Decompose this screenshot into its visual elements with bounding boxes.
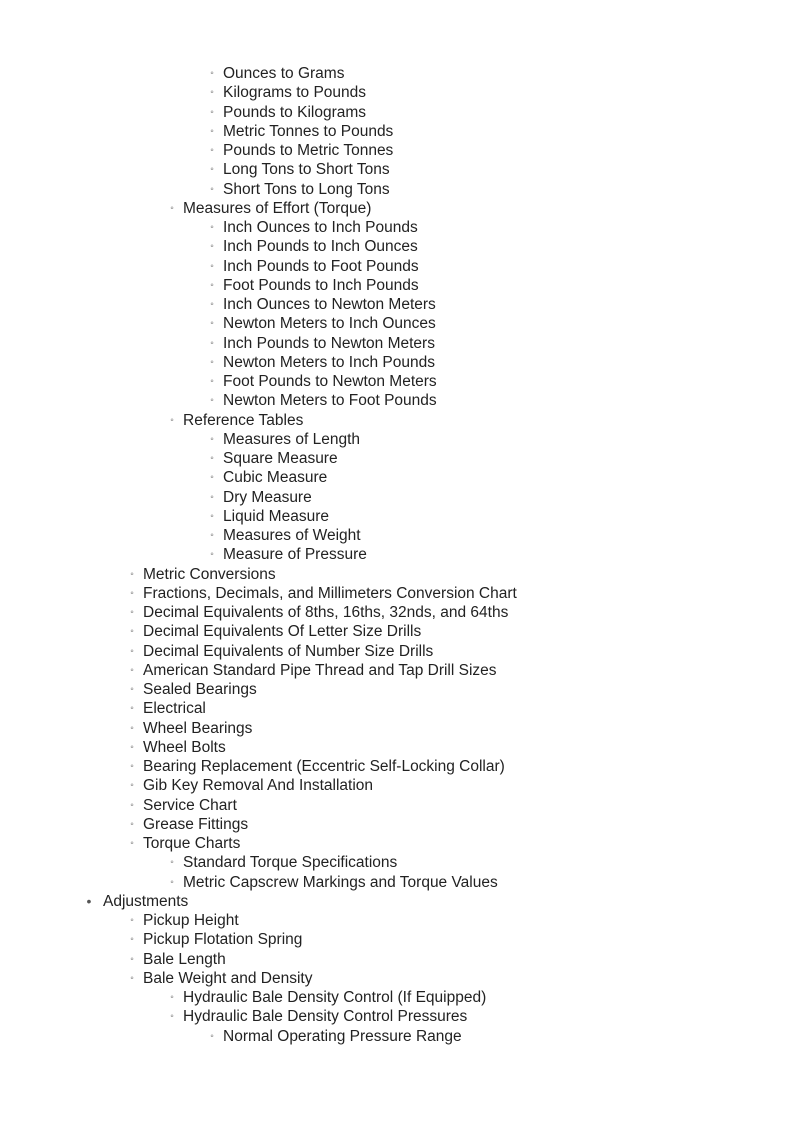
toc-item[interactable] (0, 1007, 794, 1026)
toc-item-label: Adjustments (103, 892, 189, 910)
hollow-bullet-icon: ◦ (210, 68, 214, 79)
toc-item[interactable] (0, 83, 794, 102)
toc-item-label: Sealed Bearings (143, 681, 257, 698)
hollow-bullet-icon: ◦ (130, 741, 134, 753)
toc-item[interactable] (0, 141, 794, 160)
hollow-bullet-icon: ◦ (210, 510, 214, 522)
toc-item-label: Metric Tonnes to Pounds (223, 122, 394, 140)
toc-item-label: American Standard Pipe Thread and Tap Drill Sizes (143, 661, 497, 679)
toc-item[interactable] (0, 892, 794, 911)
toc-item-label: Electrical (143, 700, 206, 718)
toc-item-label: Liquid Measure (223, 507, 329, 525)
hollow-bullet-icon: ◦ (210, 125, 214, 137)
toc-item[interactable] (0, 1027, 794, 1046)
hollow-bullet-icon: ◦ (210, 164, 214, 176)
toc-item-label: Measures of Effort (Torque) (183, 199, 372, 217)
toc-item[interactable] (0, 334, 794, 353)
toc-item-label: Hydraulic Bale Density Control (If Equipped) (183, 989, 487, 1006)
toc-item[interactable] (0, 776, 794, 795)
hollow-bullet-icon: ◦ (210, 279, 214, 291)
toc-item[interactable] (0, 257, 794, 276)
toc-item[interactable] (0, 353, 794, 372)
hollow-bullet-icon: ◦ (130, 703, 134, 715)
toc-item[interactable] (0, 430, 794, 449)
table-of-contents (0, 64, 794, 1046)
toc-item[interactable] (0, 969, 794, 988)
toc-item[interactable] (0, 584, 794, 603)
filled-bullet-icon: • (86, 892, 92, 909)
toc-item-label: Measures of Weight (223, 527, 361, 544)
hollow-bullet-icon: ◦ (210, 106, 214, 118)
toc-item[interactable] (0, 661, 794, 680)
toc-item[interactable] (0, 622, 794, 641)
toc-item[interactable] (0, 295, 794, 314)
toc-item[interactable] (0, 488, 794, 507)
toc-item-label: Metric Conversions (143, 565, 276, 583)
toc-item[interactable] (0, 911, 794, 930)
hollow-bullet-icon: ◦ (170, 876, 174, 888)
hollow-bullet-icon: ◦ (210, 376, 214, 387)
toc-item-label: Reference Tables (183, 411, 304, 429)
hollow-bullet-icon: ◦ (210, 318, 214, 330)
toc-item-label: Long Tons to Short Tons (223, 161, 390, 179)
toc-item-label: Grease Fittings (143, 815, 249, 833)
toc-item-label: Short Tons to Long Tons (223, 180, 390, 198)
toc-item[interactable] (0, 738, 794, 757)
hollow-bullet-icon: ◦ (170, 857, 174, 869)
toc-item-label: Inch Pounds to Foot Pounds (223, 257, 419, 275)
toc-item[interactable] (0, 680, 794, 699)
toc-item-label: Decimal Equivalents Of Letter Size Drills (143, 623, 422, 641)
toc-item-label: Torque Charts (143, 835, 241, 852)
toc-item[interactable] (0, 526, 794, 545)
hollow-bullet-icon: ◦ (170, 202, 174, 214)
toc-item[interactable] (0, 237, 794, 256)
hollow-bullet-icon: ◦ (130, 568, 134, 580)
hollow-bullet-icon: ◦ (210, 549, 214, 561)
hollow-bullet-icon: ◦ (210, 491, 214, 503)
hollow-bullet-icon: ◦ (130, 838, 134, 849)
hollow-bullet-icon: ◦ (210, 222, 214, 233)
toc-item-label: Newton Meters to Inch Pounds (223, 353, 435, 371)
hollow-bullet-icon: ◦ (130, 645, 134, 657)
hollow-bullet-icon: ◦ (130, 799, 134, 811)
toc-item-label: Bale Weight and Density (143, 969, 313, 987)
toc-item[interactable] (0, 160, 794, 179)
toc-item[interactable] (0, 507, 794, 526)
toc-item-label: Pickup Flotation Spring (143, 931, 303, 949)
toc-item-label: Ounces to Grams (223, 65, 345, 82)
toc-item[interactable] (0, 180, 794, 199)
hollow-bullet-icon: ◦ (170, 1011, 174, 1023)
toc-item-label: Gib Key Removal And Installation (143, 777, 374, 795)
toc-item-label: Decimal Equivalents of Number Size Drills (143, 642, 434, 660)
toc-item[interactable] (0, 199, 794, 218)
hollow-bullet-icon: ◦ (130, 587, 134, 599)
hollow-bullet-icon: ◦ (170, 992, 174, 1003)
toc-item[interactable] (0, 642, 794, 661)
toc-item-label: Service Chart (143, 796, 237, 814)
hollow-bullet-icon: ◦ (130, 607, 134, 618)
toc-item[interactable] (0, 103, 794, 122)
hollow-bullet-icon: ◦ (130, 684, 134, 695)
toc-item[interactable] (0, 853, 794, 872)
toc-item-label: Measure of Pressure (223, 546, 367, 564)
hollow-bullet-icon: ◦ (170, 414, 174, 426)
toc-item-label: Newton Meters to Foot Pounds (223, 392, 437, 410)
toc-item-label: Hydraulic Bale Density Control Pressures (183, 1008, 468, 1026)
toc-item[interactable] (0, 122, 794, 141)
toc-item-label: Kilograms to Pounds (223, 84, 367, 102)
toc-item-label: Dry Measure (223, 488, 312, 506)
toc-item[interactable] (0, 565, 794, 584)
hollow-bullet-icon: ◦ (210, 472, 214, 484)
toc-item-label: Standard Torque Specifications (183, 854, 398, 872)
toc-item[interactable] (0, 372, 794, 391)
toc-item[interactable] (0, 391, 794, 410)
toc-item-label: Cubic Measure (223, 469, 328, 487)
toc-item-label: Pounds to Kilograms (223, 103, 367, 121)
toc-item-label: Inch Ounces to Inch Pounds (223, 219, 418, 236)
toc-item[interactable] (0, 449, 794, 468)
hollow-bullet-icon: ◦ (210, 356, 214, 368)
hollow-bullet-icon: ◦ (130, 934, 134, 946)
toc-item[interactable] (0, 218, 794, 237)
toc-item[interactable] (0, 603, 794, 622)
toc-item[interactable] (0, 719, 794, 738)
toc-item-label: Pounds to Metric Tonnes (223, 142, 394, 159)
hollow-bullet-icon: ◦ (210, 183, 214, 195)
hollow-bullet-icon: ◦ (130, 780, 134, 792)
toc-item-label: Inch Pounds to Inch Ounces (223, 238, 418, 256)
toc-item[interactable] (0, 276, 794, 295)
hollow-bullet-icon: ◦ (130, 972, 134, 984)
toc-item-label: Newton Meters to Inch Ounces (223, 315, 436, 333)
toc-item-label: Foot Pounds to Inch Pounds (223, 276, 419, 294)
hollow-bullet-icon: ◦ (130, 722, 134, 734)
toc-item-label: Inch Pounds to Newton Meters (223, 334, 435, 352)
toc-item-label: Wheel Bolts (143, 738, 226, 756)
toc-item[interactable] (0, 950, 794, 969)
toc-item-label: Measures of Length (223, 430, 361, 448)
toc-item[interactable] (0, 757, 794, 776)
toc-item[interactable] (0, 988, 794, 1007)
hollow-bullet-icon: ◦ (210, 241, 214, 253)
hollow-bullet-icon: ◦ (210, 299, 214, 310)
toc-item-label: Pickup Height (143, 912, 239, 929)
toc-item-label: Foot Pounds to Newton Meters (223, 373, 437, 390)
toc-item[interactable] (0, 834, 794, 853)
toc-item-label: Bale Length (143, 950, 226, 968)
hollow-bullet-icon: ◦ (210, 87, 214, 99)
toc-item[interactable] (0, 796, 794, 815)
hollow-bullet-icon: ◦ (210, 337, 214, 349)
hollow-bullet-icon: ◦ (210, 433, 214, 445)
hollow-bullet-icon: ◦ (210, 260, 214, 272)
toc-item-label: Decimal Equivalents of 8ths, 16ths, 32nds, and 64ths (143, 604, 509, 621)
toc-item[interactable] (0, 930, 794, 949)
toc-item[interactable] (0, 314, 794, 333)
toc-item-label: Inch Ounces to Newton Meters (223, 296, 436, 313)
toc-item[interactable] (0, 873, 794, 892)
hollow-bullet-icon: ◦ (130, 626, 134, 638)
toc-item-label: Square Measure (223, 450, 338, 467)
hollow-bullet-icon: ◦ (210, 395, 214, 407)
toc-item[interactable] (0, 468, 794, 487)
hollow-bullet-icon: ◦ (130, 761, 134, 772)
toc-item[interactable] (0, 64, 794, 83)
hollow-bullet-icon: ◦ (210, 145, 214, 156)
toc-item-label: Metric Capscrew Markings and Torque Values (183, 873, 498, 891)
hollow-bullet-icon: ◦ (130, 915, 134, 926)
hollow-bullet-icon: ◦ (210, 453, 214, 464)
toc-item[interactable] (0, 699, 794, 718)
hollow-bullet-icon: ◦ (130, 818, 134, 830)
hollow-bullet-icon: ◦ (210, 530, 214, 541)
toc-item[interactable] (0, 815, 794, 834)
toc-item-label: Bearing Replacement (Eccentric Self-Locking Collar) (143, 758, 505, 775)
hollow-bullet-icon: ◦ (130, 953, 134, 965)
toc-item-label: Wheel Bearings (143, 719, 253, 737)
hollow-bullet-icon: ◦ (130, 664, 134, 676)
toc-item[interactable] (0, 411, 794, 430)
toc-item-label: Normal Operating Pressure Range (223, 1027, 462, 1045)
toc-item[interactable] (0, 545, 794, 564)
hollow-bullet-icon: ◦ (210, 1030, 214, 1042)
toc-item-label: Fractions, Decimals, and Millimeters Conversion Chart (143, 584, 517, 602)
